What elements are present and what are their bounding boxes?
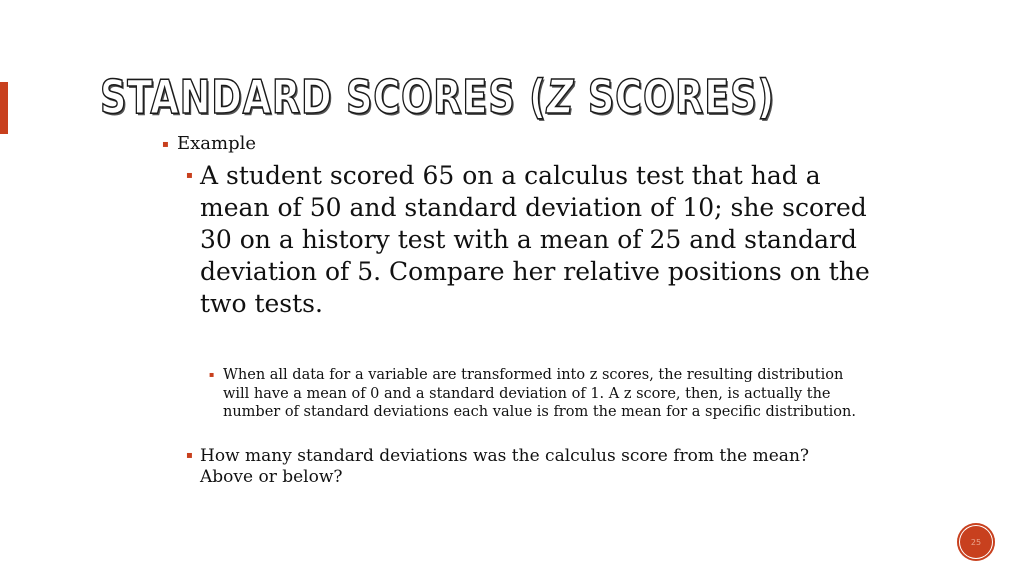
slide-number: 25 — [970, 537, 982, 547]
bullet-question: How many standard deviations was the calculus score from the mean? Above or below? — [200, 446, 810, 487]
slide-title — [100, 70, 776, 124]
title-z: Z — [546, 70, 575, 124]
bullet-icon: ▪ — [186, 170, 193, 181]
accent-bar — [0, 82, 8, 134]
bullet-example: Example — [177, 133, 257, 154]
bullet-icon: ▪ — [162, 139, 169, 150]
bullet-icon: ▪ — [209, 370, 215, 379]
bullet-problem-statement: A student scored 65 on a calculus test that had a mean of 50 and standard deviation of 10; she scored 30 on a history test with a mean of 25 and standard deviation of 5. Compare her relative positions on the two tests. — [200, 161, 870, 318]
bullet-icon: ▪ — [186, 450, 193, 461]
title-prefix: STANDARD SCORES ( — [100, 70, 547, 124]
bullet-z-score-note: When all data for a variable are transformed into z scores, the resulting distribution will have a mean of 0 and a standard deviation of 1. A z score, then, is actually the number of standard deviations each value is from the mean for a specific distribution. — [223, 367, 856, 420]
slide-number-badge — [957, 523, 995, 561]
title-suffix: SCORES) — [574, 70, 776, 124]
